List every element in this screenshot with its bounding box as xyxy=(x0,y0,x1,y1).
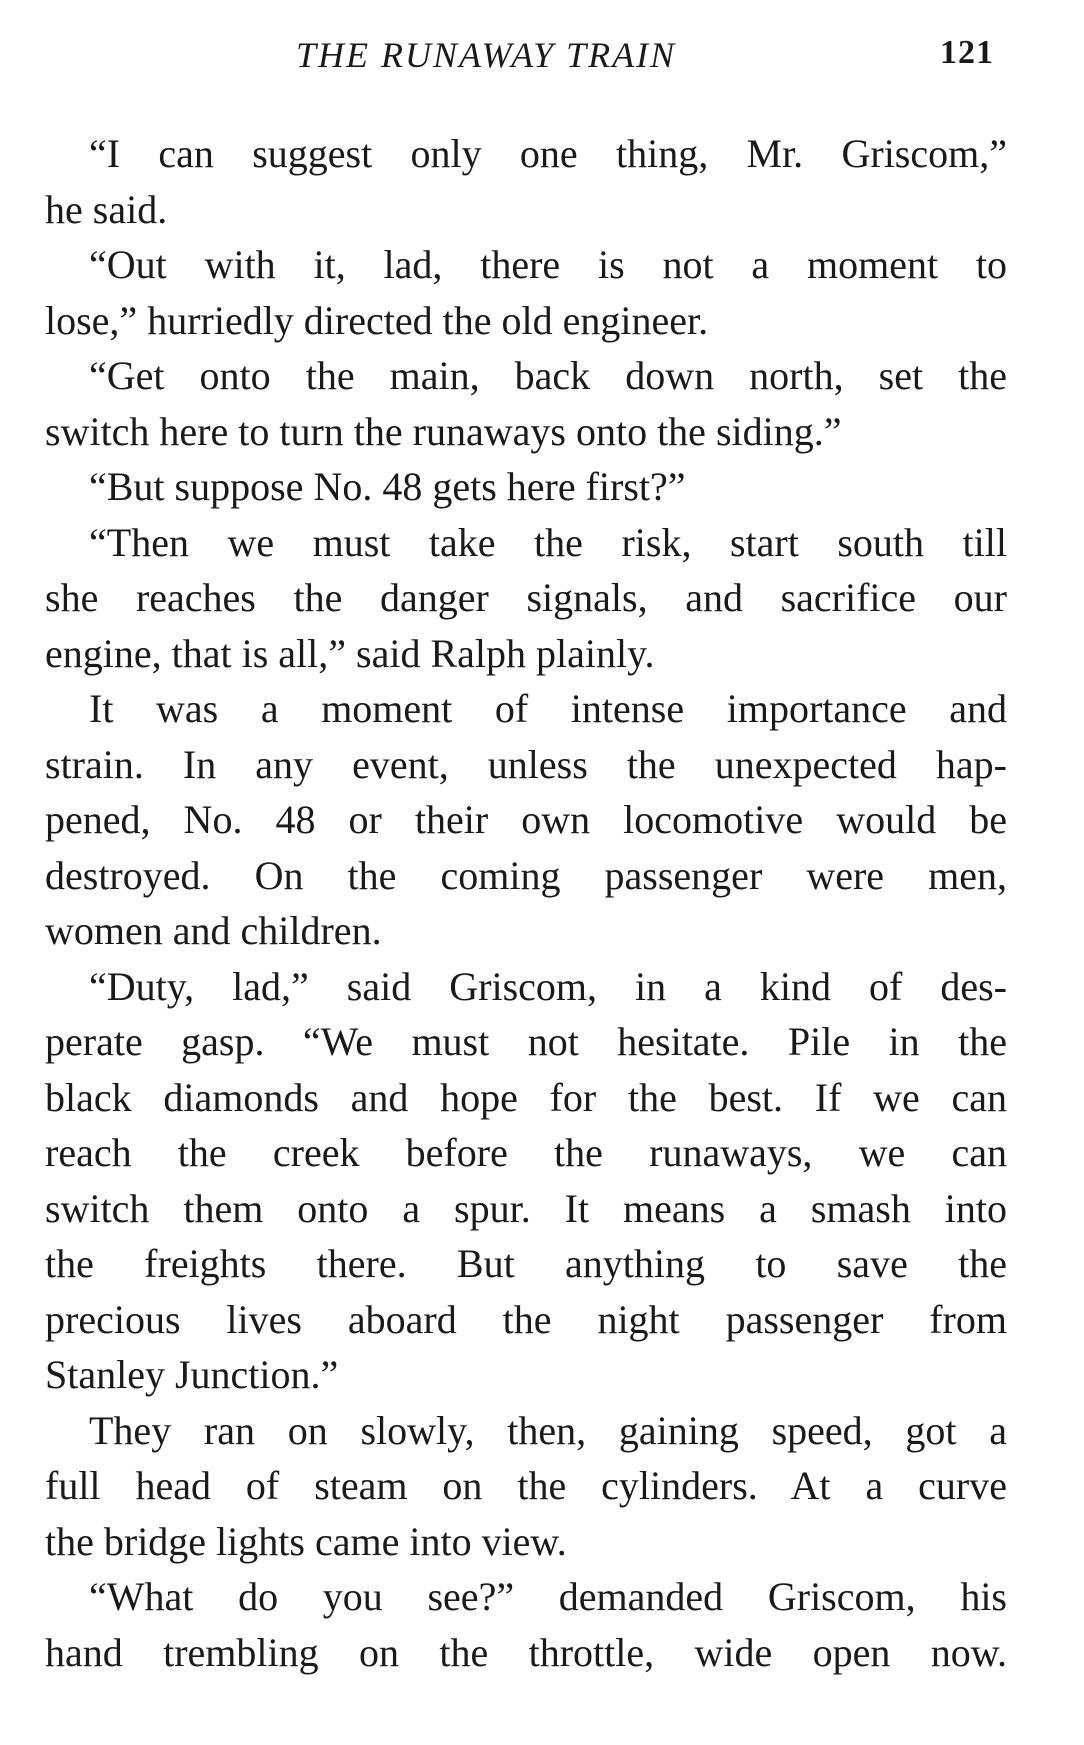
text-line: full head of steam on the cylinders. At a curve xyxy=(45,1463,1007,1508)
text-line: women and children. xyxy=(45,908,382,953)
text-line: destroyed. On the coming passenger were men, xyxy=(45,852,1007,898)
text-line: precious lives aboard the night passenger from xyxy=(45,1296,1007,1342)
text-line: “Out with it, lad, there is not a moment to xyxy=(89,242,1007,287)
text-line: perate gasp. “We must not hesitate. Pile in the xyxy=(45,1019,1007,1064)
text-line: “Duty, lad,” said Griscom, in a kind of des- xyxy=(89,963,1007,1009)
text-line: the bridge lights came into view. xyxy=(45,1518,567,1564)
text-line: he said. xyxy=(45,186,168,232)
text-line: “I can suggest only one thing, Mr. Griscom,” xyxy=(89,131,1007,176)
text-line: “Get onto the main, back down north, set the xyxy=(89,353,1007,398)
body-text xyxy=(45,126,1007,1680)
running-title: THE RUNAWAY TRAIN xyxy=(296,35,677,75)
page-number: 121 xyxy=(940,34,994,71)
text-line: “But suppose No. 48 gets here first?” xyxy=(89,464,686,509)
text-line: reach the creek before the runaways, we can xyxy=(45,1130,1007,1175)
text-line: strain. In any event, unless the unexpected hap- xyxy=(45,741,1007,787)
text-line: They ran on slowly, then, gaining speed, got a xyxy=(89,1407,1007,1453)
text-line: she reaches the danger signals, and sacrifice our xyxy=(45,575,1007,620)
text-line: black diamonds and hope for the best. If we can xyxy=(45,1074,1007,1120)
text-line: switch them onto a spur. It means a smash into xyxy=(45,1185,1007,1231)
text-line: Stanley Junction.” xyxy=(45,1352,339,1397)
text-line: engine, that is all,” said Ralph plainly. xyxy=(45,630,655,676)
running-head xyxy=(0,30,1084,80)
text-line: It was a moment of intense importance and xyxy=(89,686,1007,731)
text-line: switch here to turn the runaways onto the siding.” xyxy=(45,408,842,454)
text-line: pened, No. 48 or their own locomotive would be xyxy=(45,797,1007,842)
text-line: “What do you see?” demanded Griscom, his xyxy=(89,1574,1007,1619)
text-line: hand trembling on the throttle, wide open now. xyxy=(45,1629,1007,1675)
text-line: the freights there. But anything to save the xyxy=(45,1241,1007,1286)
text-line: “Then we must take the risk, start south till xyxy=(89,519,1007,565)
text-line: lose,” hurriedly directed the old engineer. xyxy=(45,297,709,343)
